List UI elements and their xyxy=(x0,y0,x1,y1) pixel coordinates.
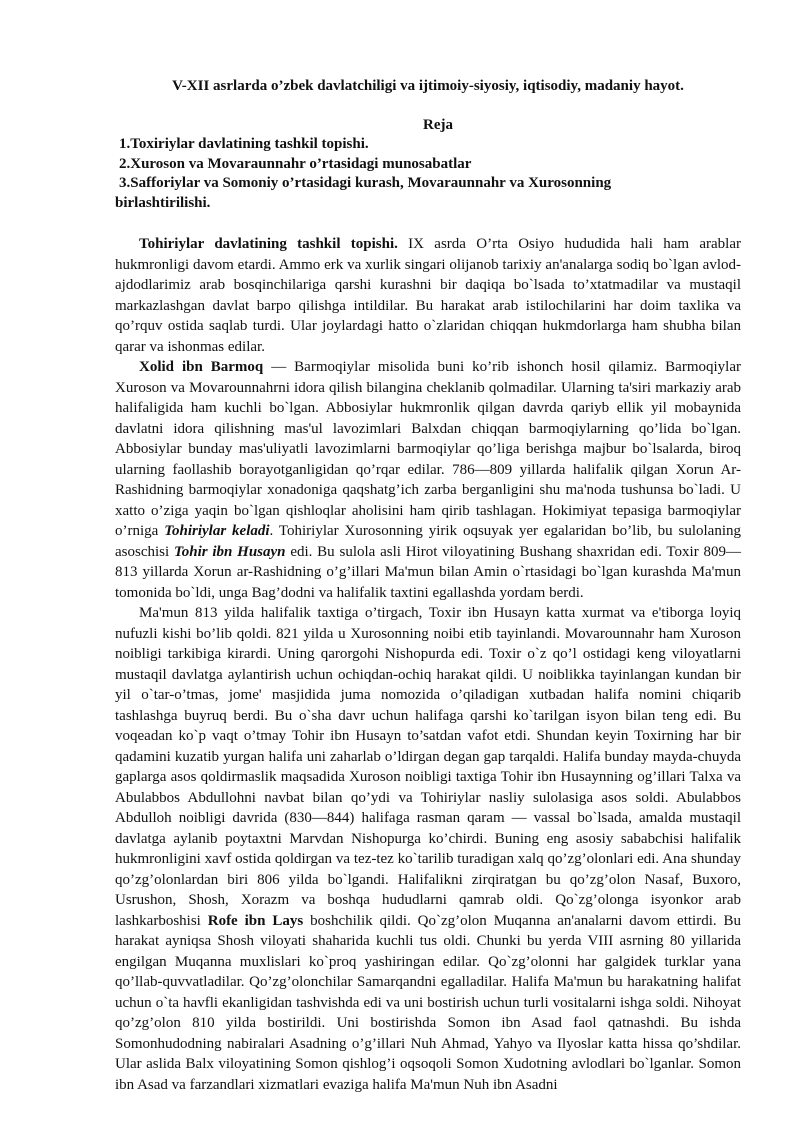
plan-list xyxy=(115,135,741,213)
emphasis-text: Tohiriylar keladi xyxy=(164,523,270,539)
emphasis-text: Rofe ibn Lays xyxy=(207,912,304,929)
paragraph-tohiriylar xyxy=(115,234,741,357)
document-title: V-XII asrlarda o’zbek davlatchiligi va ijtimoiy-siyosiy, iqtisodiy, madaniy hayot. xyxy=(172,78,684,94)
paragraph-xolid-ibn-barmoq xyxy=(115,357,741,603)
paragraph-text: edi. Bu sulola asli Hirot viloyatining Bushang shaxridan edi. Toxir 809—813 yillarda Xorun ar-Rashidning o’g’illari Ma'mun bilan Amin o`rtasidagi bo`lgan kurashda Ma'mun tomonida bo`ldi, unga Bag’dodni va halifalik taxtini egallashda yordam berdi. xyxy=(115,543,741,601)
paragraph-text: Ma'mun 813 yilda halifalik taxtiga o’tirgach, Toxir ibn Husayn katta xurmat va e'tiborga loyiq nufuzli kishi bo’lib qoldi. 821 yilda u Xurosonning noibi etib tayinlandi. Movarounnahr ham Xuroson noibligi tarkibiga kirardi. Uning qarorgohi Nishopurda edi. Toxir o`z qo’l ostidagi keng viloyatlarni mustaqil davlatga aylantirish uchun ochiqdan-ochiq harakat qildi. U noiblikka tayinlangan kundan bir yil o`tar-o’tmas, jome' masjidida juma nomozida o’qiladigan xutbadan halifa nomini chiqarib tashlashga buyruq berdi. Bu o`sha davr uchun halifaga qarshi ko`tarilgan isyon bilan teng edi. Bu voqeadan ko`p vaqt o’tmay Tohir ibn Husayn to’satdan vafot etdi. Shundan keyin Toxirning har bir qadamini kuzatib yurgan halifa uni zaharlab o’ldirgan degan gap tarqaldi. Halifa bunday mayda-chuyda gaplarga asos qoldirmaslik maqsadida Xuroson noibligi taxtiga Tohir ibn Husaynning og’illari Talxa va Abulabbos Abdullohni navbat bilan qo’ydi va Tohiriylar nasliy sulolasiga asos soldi. Abulabbos Abdulloh noibligi davrida (830—844) halifaga rasman qaram — vassal bo`lsada, amalda mustaqil davlatga aylanib poytaxtni Marvdan Nishopurga ko’chirdi. Buning eng asosiy sababchisi halifalik hukmronligini xavf ostida qoldirgan va tez-tez ko`tarilib turadigan xalq qo’zg’olonlari edi. Ana shunday qo’zg’olonlardan biri 806 yilda bo`lgandi. Halifalikni zirqiratgan bu qo’zg’olon Nasaf, Buxoro, Usrushon, Shosh, Xorazm va boshqa hududlarni qamrab oldi. Qo`zg’olonga isyonkor arab lashkarboshisi xyxy=(115,605,741,929)
section-heading: Tohiriylar davlatining tashkil topishi. xyxy=(139,236,398,252)
plan-item: 3.Safforiylar va Somoniy o’rtasidagi kurash, Movaraunnahr va Xurosonning xyxy=(119,175,612,191)
emphasis-text: Tohir ibn Husayn xyxy=(173,543,286,560)
plan-item: 2.Xuroson va Movaraunnahr o’rtasidagi munosabatlar xyxy=(119,155,472,172)
paragraph-mamun xyxy=(115,603,741,1095)
document-page xyxy=(115,76,741,1095)
paragraph-text: — Barmoqiylar misolida buni ko’rib ishonch hosil qilamiz. Barmoqiylar Xuroson va Movarounnahrni idora qilish bilangina cheklanib qolmadilar. Ularning ta'siri markaziy arab halifaligida ham kuchli bo`lgan. Abbosiylar hukmronlik qilgan davrda qariyb ellik yil mobaynida davlatni idora qilishning mas'ul lavozimlari Balxdan chiqqan barmoqiylarning qo’lida bo`lgan. Abbosiylar bunday mas'uliyatli lavozimlarni barmoqiylar qo’liga berishga majbur bo`lsalarda, biroq ularning faollashib borayotganligidan qo’rqar edilar. 786—809 yillarda halifalik qilgan Xorun Ar-Rashidning barmoqiylar xonadoniga qaqshatg’ich zarba berganligini shu ma'noda tushunsa bo`ladi. U xatto o’ziga yaqin bo`lgan qishloqlar aholisini ham qirib tashlagan. Hokimiyat tepasiga barmoqiylar o’rniga xyxy=(115,359,741,539)
paragraph-text: boshchilik qildi. Qo`zg’olon Muqanna an'analarni davom ettirdi. Bu harakat ayniqsa Shosh viloyati shaharida kuchli tus oldi. Chunki bu yerda VIII asrning 80 yillarida engilgan Muqanna muxlislari ko`proq yashiringan edilar. Qo`zg’olonni har galgidek turklar yana qo’llab-quvvatladilar. Qo’zg’olonchilar Samarqandni egalladilar. Halifa Ma'mun bu harakatning halifat uchun o`ta havfli ekanligidan tashvishda edi va uni bostirish uchun turli vositalarni ishga soldi. Nihoyat qo’zg’olon 810 yilda bostirildi. Uni bostirishda Somon ibn Asad faol qatnashdi. Bu ishda Somonhudodning nabiralari Asadning o’g’illari Nuh Ahmad, Yahyo va Ilyoslar katta hissa qo’shdilar. Ular aslida Balx viloyatining Somon qishlog’i oqsoqoli Somon Xudotning avlodlari bo`lganlar. Somon ibn Asad va farzandlari xizmatlari evaziga halifa Ma'mun Nuh ibn Asadni xyxy=(115,912,742,1093)
section-heading: Xolid ibn Barmoq xyxy=(139,359,264,375)
plan-item-continuation: birlashtirilishi. xyxy=(115,194,211,211)
plan-item: 1.Toxiriylar davlatining tashkil topishi. xyxy=(119,136,369,152)
paragraph-text: IX asrda O’rta Osiyo hududida hali ham arablar hukmronligi davom etardi. Ammo erk va xurlik singari olijanob tarixiy an'analarga sodiq bo`lgan avlod-ajdodlarimiz arab bosqinchilariga qarshi kurashni bir daqiqa bo`lsada to’xtatmadilar va mustaqil markazlashgan davlat barpo qilishga intildilar. Bu harakat arab istilochilarini har doim taxlika va qo’rquv ostida saqlab turdi. Ular joylardagi hatto o`zlaridan chiqqan hukmdorlarga ham shubha bilan qarar va ishonmas edilar. xyxy=(115,236,741,355)
plan-heading: Reja xyxy=(423,117,453,133)
paragraph-text: . Tohiriylar Xurosonning yirik oqsuyak yer egalaridan bo’lib, bu sulolaning asoschisi xyxy=(115,523,742,560)
